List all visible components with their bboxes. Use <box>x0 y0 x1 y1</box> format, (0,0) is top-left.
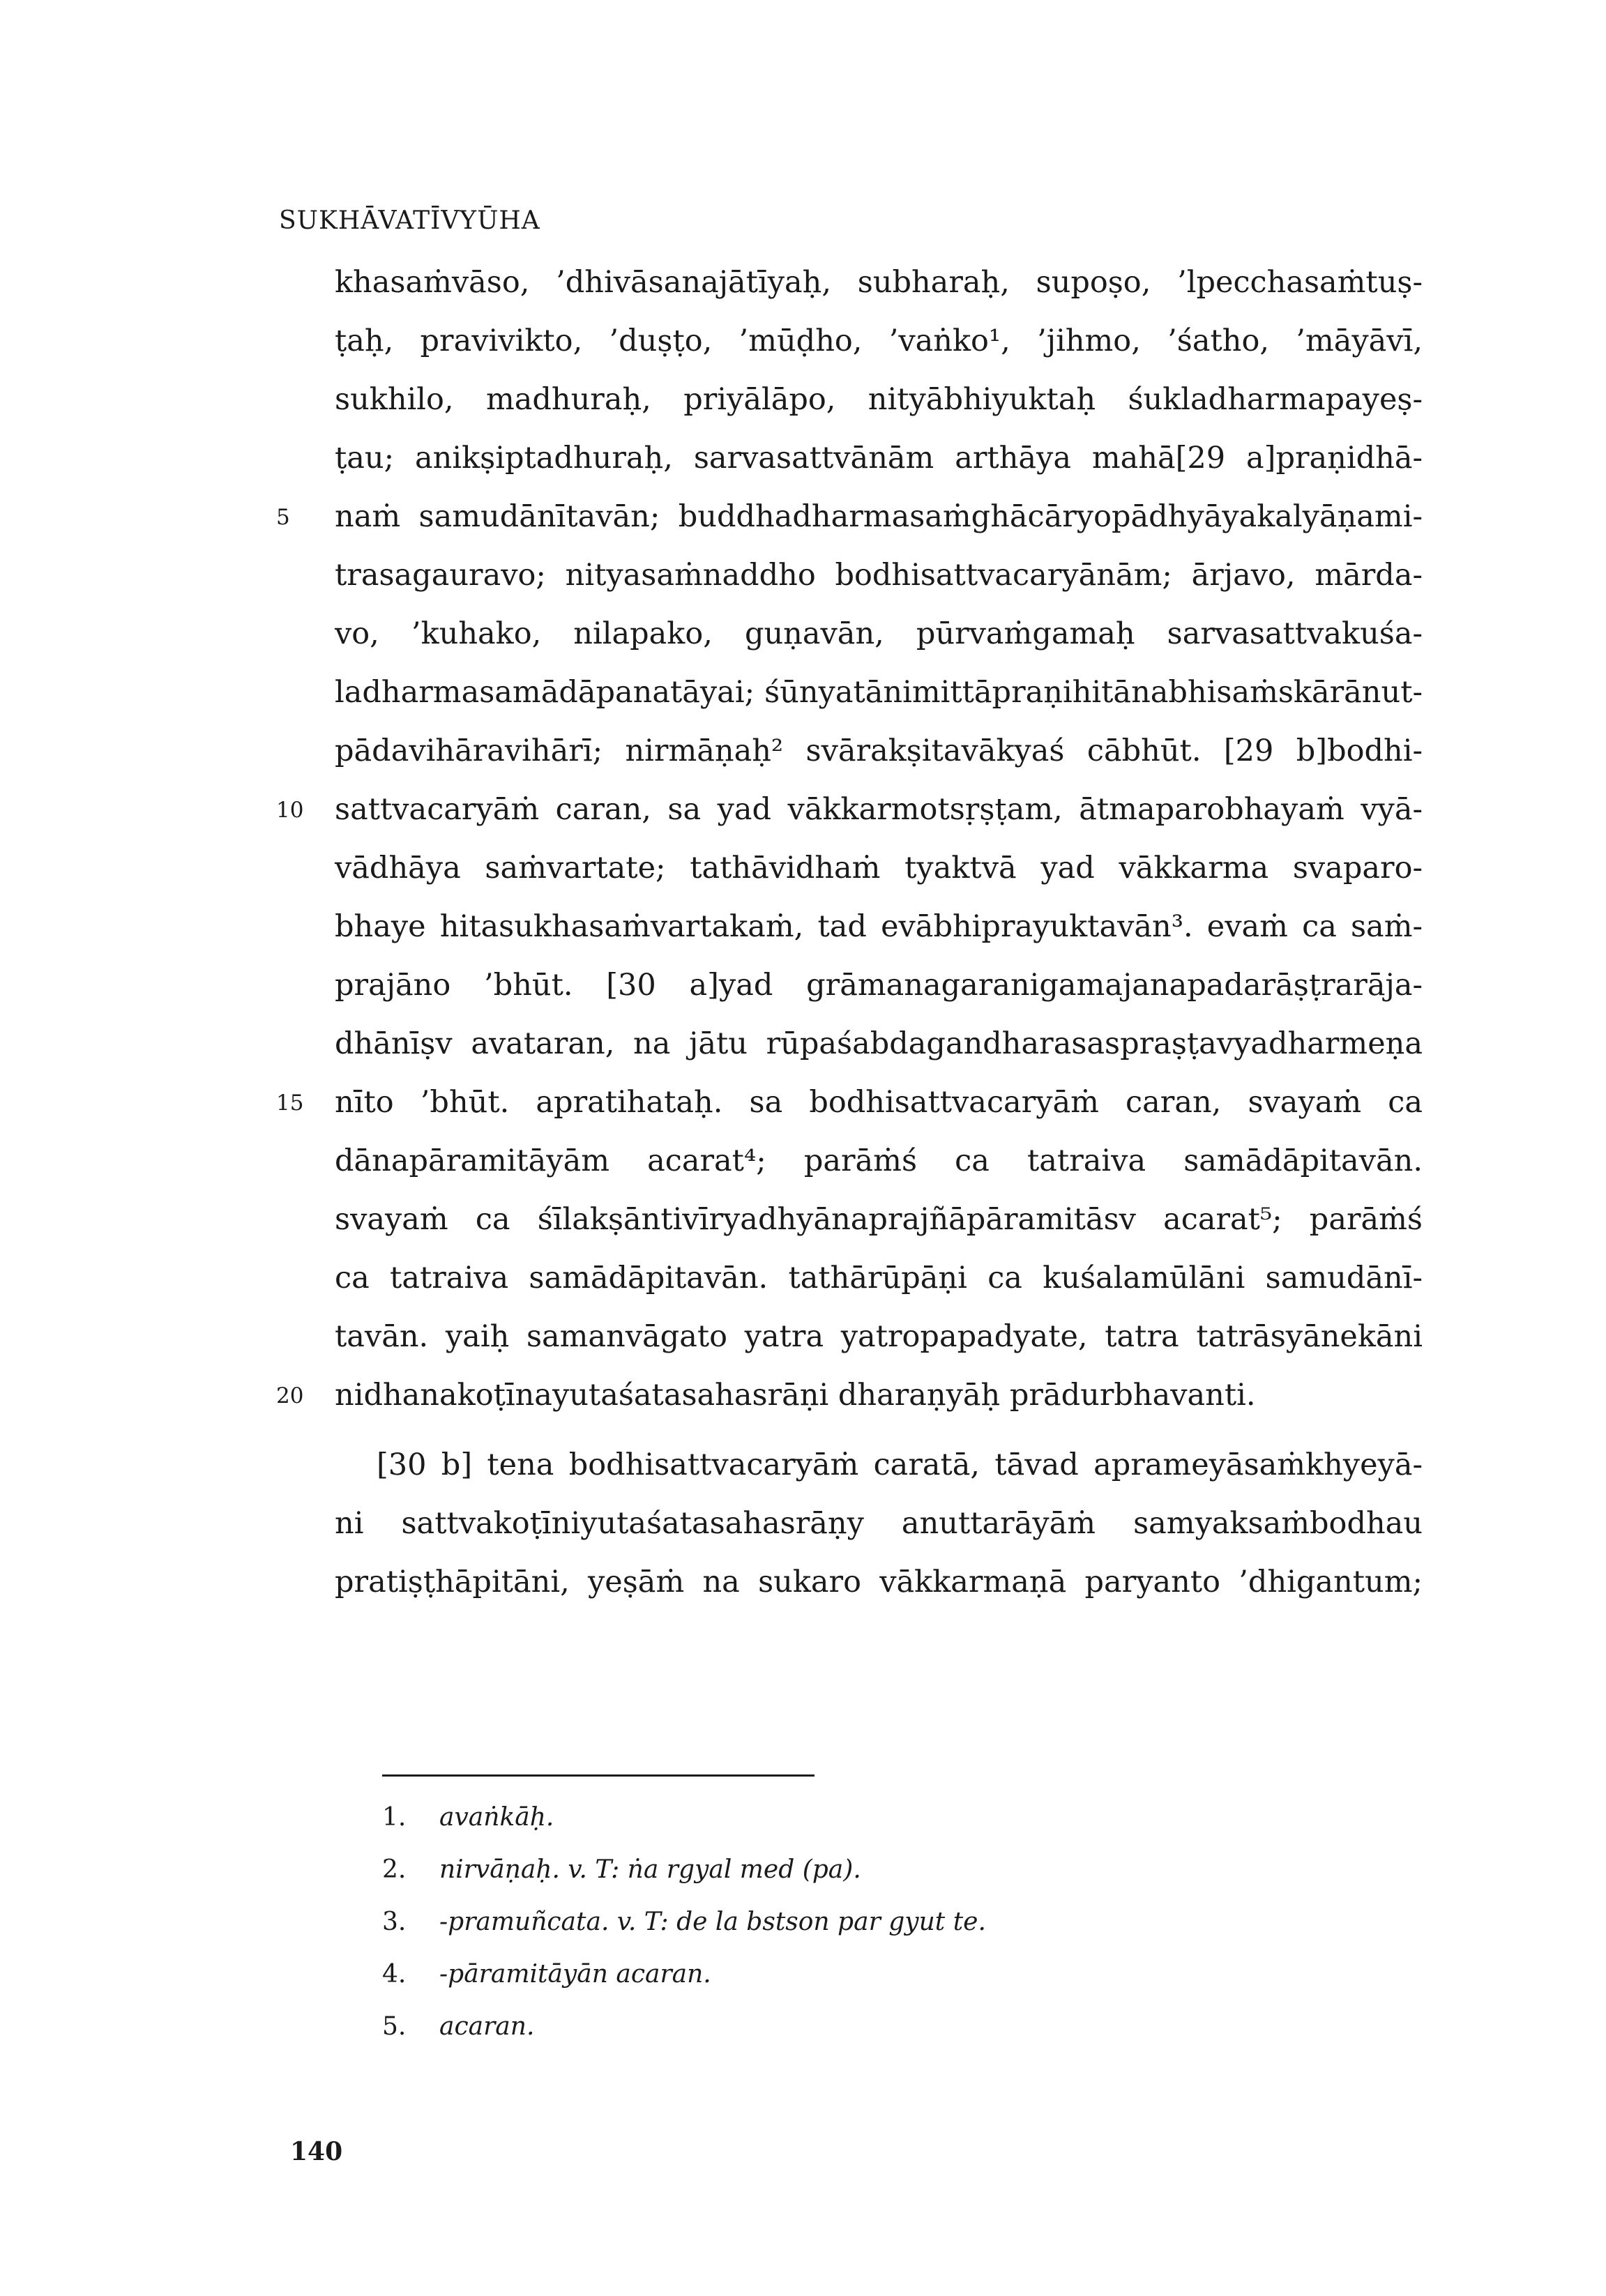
line-number: 15 <box>276 1090 304 1116</box>
line-number: 20 <box>276 1383 304 1408</box>
page-number: 140 <box>290 2137 343 2166</box>
footnote-separator <box>382 1774 815 1777</box>
footnote <box>382 1908 986 1936</box>
footnote-number: 3. <box>382 1908 407 1936</box>
footnote-text: -pramuñcata. v. T: de la bstson par gyut te. <box>439 1908 986 1936</box>
text-line: sattvacaryāṁ caran, sa yad vākkarmotsṛṣṭam, ātmaparobhayaṁ vyā- <box>335 792 1423 827</box>
footnote-number: 2. <box>382 1855 407 1884</box>
text-line: sukhilo, madhuraḥ, priyālāpo, nityābhiyuktaḥ śukladharmapayeṣ- <box>335 382 1423 417</box>
footnote-text: acaran. <box>439 2012 535 2041</box>
text-line: ṭau; anikṣiptadhuraḥ, sarvasattvānām arthāya mahā[29 a]praṇidhā- <box>335 441 1423 476</box>
text-line: tavān. yaiḥ samanvāgato yatra yatropapadyate, tatra tatrāsyānekāni <box>335 1319 1423 1354</box>
text-line: ladharmasamādāpanatāyai; śūnyatānimittāpraṇihitānabhisaṁskārānut- <box>335 675 1423 710</box>
text-line: khasaṁvāso, ’dhivāsanajātīyaḥ, subharaḥ, supoṣo, ’lpecchasaṁtuṣ- <box>335 265 1423 300</box>
text-line: vādhāya saṁvartate; tathāvidhaṁ tyaktvā yad vākkarma svaparo- <box>335 851 1423 885</box>
text-line: nidhanakoṭīnayutaśatasahasrāṇi dharaṇyāḥ prādurbhavanti. <box>335 1378 1256 1413</box>
text-line: ni sattvakoṭīniyutaśatasahasrāṇy anuttarāyāṁ samyaksaṁbodhau <box>335 1506 1423 1541</box>
footnote <box>382 2012 534 2041</box>
text-line: ca tatraiva samādāpitavān. tathārūpāṇi ca kuśalamūlāni samudānī- <box>335 1261 1423 1295</box>
text-line: dānapāramitāyām acarat⁴; parāṁś ca tatraiva samādāpitavān. <box>335 1143 1423 1178</box>
footnote-text: -pāramitāyān acaran. <box>439 1960 711 1989</box>
text-line: [30 b] tena bodhisattvacaryāṁ caratā, tāvad aprameyāsaṁkhyeyā- <box>377 1447 1423 1482</box>
text-line: dhānīṣv avataran, na jātu rūpaśabdagandharasaspraṣṭavyadharmeṇa <box>335 1026 1423 1061</box>
text-line: svayaṁ ca śīlakṣāntivīryadhyānaprajñāpāramitāsv acarat⁵; parāṁś <box>335 1202 1423 1237</box>
footnote-number: 1. <box>382 1803 407 1832</box>
line-number: 5 <box>276 505 290 530</box>
footnote <box>382 1855 861 1884</box>
running-head: SUKHĀVATĪVYŪHA <box>279 206 540 235</box>
footnote-text: avaṅkāḥ. <box>439 1803 554 1832</box>
text-line: pādavihāravihārī; nirmāṇaḥ² svārakṣitavākyaś cābhūt. [29 b]bodhi- <box>335 733 1423 768</box>
footnote <box>382 1803 554 1832</box>
footnote <box>382 1960 711 1989</box>
text-line: nīto ’bhūt. apratihataḥ. sa bodhisattvacaryāṁ caran, svayaṁ ca <box>335 1085 1423 1120</box>
footnote-text: nirvāṇaḥ. v. T: ṅa rgyal med (pa). <box>439 1855 861 1884</box>
text-line: vo, ’kuhako, nilapako, guṇavān, pūrvaṁgamaḥ sarvasattvakuśa- <box>335 616 1423 651</box>
text-line: pratiṣṭhāpitāni, yeṣāṁ na sukaro vākkarmaṇā paryanto ’dhigantum; <box>335 1565 1423 1599</box>
text-line: naṁ samudānītavān; buddhadharmasaṁghācāryopādhyāyakalyāṇami- <box>335 499 1423 534</box>
text-line: prajāno ’bhūt. [30 a]yad grāmanagaranigamajanapadarāṣṭrarāja- <box>335 968 1423 1003</box>
footnote-number: 5. <box>382 2012 407 2041</box>
line-number: 10 <box>276 798 304 823</box>
text-line: ṭaḥ, pravivikto, ’duṣṭo, ’mūḍho, ’vaṅko¹, ’jihmo, ’śatho, ’māyāvī, <box>335 324 1423 358</box>
text-line: trasagauravo; nityasaṁnaddho bodhisattvacaryānām; ārjavo, mārda- <box>335 558 1423 593</box>
footnote-number: 4. <box>382 1960 407 1989</box>
text-line: bhaye hitasukhasaṁvartakaṁ, tad evābhiprayuktavān³. evaṁ ca saṁ- <box>335 909 1423 944</box>
